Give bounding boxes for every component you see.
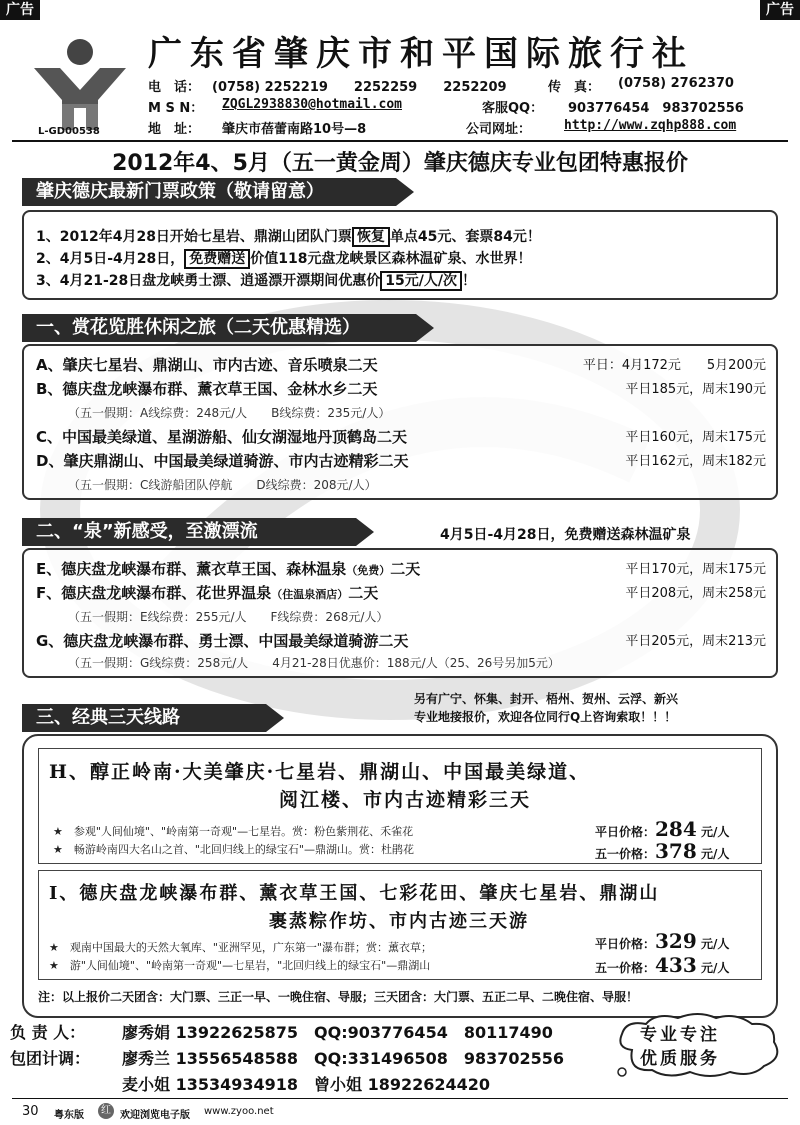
- route-h-title-2: 阅江楼、市内古迹精彩三天: [279, 789, 532, 811]
- holiday-price-label: 五一价格：: [595, 847, 656, 861]
- policy-box: [22, 210, 778, 300]
- policy-line-3-text: 3、4月21-28日盘龙峡勇士漂、逍遥漂开漂期间优惠价: [36, 273, 381, 289]
- policy-line-3-highlight: 15元/人/次: [380, 271, 462, 291]
- section3-header: 三、经典三天线路: [22, 704, 266, 732]
- route-e: [36, 558, 766, 579]
- section1-note-2: （五一假期：C线游船团队停航 D线综费：208元/人）: [68, 478, 377, 492]
- manager-contact: 廖秀娟 13922625875 QQ:903776454 80117490: [122, 1023, 553, 1042]
- route-i-title-1: I、德庆盘龙峡瀑布群、薰衣草王国、七彩花田、肇庆七星岩、鼎湖山: [49, 883, 660, 904]
- route-f-price: 平日208元，周末258元: [625, 586, 766, 601]
- phone-numbers: (0758) 2252219 2252259 2252209: [212, 80, 507, 95]
- planner-contact: 廖秀兰 13556548588 QQ:331496508 983702556: [122, 1049, 565, 1068]
- holiday-price-label: 五一价格：: [595, 961, 656, 975]
- route-c-price: 平日160元，周末175元: [625, 430, 766, 445]
- footer-site-link[interactable]: www.zyoo.net: [204, 1106, 274, 1117]
- route-g: [36, 630, 766, 651]
- section2-promo: 4月5日-4月28日，免费赠送森林温矿泉: [440, 527, 691, 543]
- section2-note-2: （五一假期：G线综费：258元/人 4月21-28日优惠价：188元/人（25、26号另加5元）: [68, 656, 560, 670]
- slogan-line-1: 专业专注: [640, 1025, 720, 1045]
- route-h-card: [38, 748, 762, 864]
- headline: 2012年4、5月（五一黄金周）肇庆德庆专业包团特惠报价: [112, 151, 688, 176]
- extra-contacts: 麦小姐 13534934918 曾小姐 18922624420: [122, 1075, 491, 1094]
- website-label: 公司网址：: [466, 122, 532, 137]
- weekday-price-label: 平日价格：: [595, 937, 656, 951]
- policy-line-2: [36, 248, 766, 268]
- route-h-weekday-price: [595, 817, 729, 841]
- route-f-tag: （住温泉酒店）: [271, 588, 349, 601]
- page-number: 30: [22, 1104, 39, 1119]
- weekday-price-label: 平日价格：: [595, 825, 656, 839]
- policy-line-1-tail: 单点45元、套票84元！: [389, 229, 541, 245]
- weekday-price-value: 329: [655, 929, 697, 953]
- price-unit: 元/人: [700, 937, 730, 951]
- msn-address[interactable]: ZQGL2938830@hotmail.com: [222, 97, 403, 112]
- route-h-highlight-1: ★ 参观"人间仙境"、"岭南第一奇观"—七星岩。赏：粉色紫荆花、禾雀花: [53, 825, 414, 838]
- route-d: [36, 450, 766, 471]
- section3-side-note-2: 专业地接报价，欢迎各位同行Q上咨询索取！！！: [414, 710, 677, 724]
- route-h-highlight-2: ★ 畅游岭南四大名山之首、"北回归线上的绿宝石"—鼎湖山。赏：杜鹃花: [53, 843, 414, 856]
- fax-number: (0758) 2762370: [618, 76, 734, 91]
- route-e-text: E、德庆盘龙峡瀑布群、薰衣草王国、森林温泉: [36, 560, 347, 578]
- route-b-text: B、德庆盘龙峡瀑布群、薰衣草王国、金林水乡二天: [36, 380, 378, 398]
- policy-line-2-text: 2、4月5日-4月28日，: [36, 251, 185, 267]
- route-i-highlight-2: ★ 游"人间仙境"、"岭南第一奇观"—七星岩，"北回归线上的绿宝石"—鼎湖山: [49, 959, 431, 972]
- address-label: 地 址：: [148, 122, 201, 137]
- agency-name: 广东省肇庆市和平国际旅行社: [148, 34, 694, 74]
- price-unit: 元/人: [700, 825, 730, 839]
- section1-header: 一、赏花览胜休闲之旅（二天优惠精选）: [22, 314, 416, 342]
- edition-label: 粤东版: [54, 1110, 84, 1121]
- fax-label: 传 真：: [548, 80, 601, 95]
- section1-note-1: （五一假期：A线综费：248元/人 B线综费：235元/人）: [68, 406, 391, 420]
- section1-box: [22, 344, 778, 500]
- section2-note-1: （五一假期：E线综费：255元/人 F线综费：268元/人）: [68, 610, 389, 624]
- policy-line-2-tail: 价值118元盘龙峡景区森林温矿泉、水世界！: [250, 251, 532, 267]
- weekday-price-value: 284: [655, 817, 697, 841]
- policy-line-3: [36, 270, 766, 290]
- policy-header: 肇庆德庆最新门票政策（敬请留意）: [22, 178, 396, 206]
- route-d-price: 平日162元，周末182元: [625, 454, 766, 469]
- route-f-text: F、德庆盘龙峡瀑布群、花世界温泉: [36, 584, 272, 602]
- msn-label: M S N：: [148, 101, 204, 116]
- route-i-title-2: 裹蒸粽作坊、市内古迹三天游: [269, 911, 529, 932]
- price-unit: 元/人: [700, 847, 730, 861]
- section3-box: [22, 734, 778, 1018]
- policy-line-2-highlight: 免费赠送: [184, 249, 250, 269]
- license-number: L-GD00538: [38, 126, 100, 137]
- phone-label: 电 话：: [148, 80, 201, 95]
- route-g-price: 平日205元，周末213元: [625, 634, 766, 649]
- edition-badge: 红: [98, 1103, 114, 1119]
- route-f-tail: 二天: [348, 584, 379, 602]
- website-link[interactable]: http://www.zqhp888.com: [564, 118, 737, 133]
- slogan-line-2: 优质服务: [640, 1049, 720, 1069]
- route-c-text: C、中国最美绿道、星湖游船、仙女湖湿地丹顶鹤岛二天: [36, 428, 408, 446]
- header-divider: [12, 140, 788, 142]
- policy-line-1-text: 1、2012年4月28日开始七星岩、鼎湖山团队门票: [36, 229, 352, 245]
- route-g-text: G、德庆盘龙峡瀑布群、勇士漂、中国最美绿道骑游二天: [36, 632, 409, 650]
- holiday-price-value: 433: [655, 953, 697, 977]
- route-a-price: 平日：4月172元 5月200元: [582, 358, 766, 373]
- browse-label: 欢迎浏览电子版: [120, 1110, 190, 1121]
- manager-label: 负 责 人：: [10, 1023, 86, 1042]
- route-h-title-1: H、醇正岭南·大美肇庆·七星岩、鼎湖山、中国最美绿道、: [49, 761, 591, 783]
- qq-label: 客服QQ：: [482, 101, 544, 116]
- inclusions-footnote: 注：以上报价二天团含：大门票、三正一早、一晚住宿、导服；三天团含：大门票、五正二早、二晚住宿、导服！: [38, 990, 639, 1004]
- qq-numbers: 903776454 983702556: [568, 101, 744, 116]
- route-a: [36, 354, 766, 375]
- policy-line-1-highlight: 恢复: [352, 227, 390, 247]
- route-e-tail: 二天: [390, 560, 421, 578]
- planner-label: 包团计调：: [10, 1049, 91, 1068]
- section3-side-note-1: 另有广宁、怀集、封开、梧州、贺州、云浮、新兴: [414, 692, 679, 706]
- footer-divider: [12, 1098, 788, 1099]
- policy-line-3-tail: ！: [461, 273, 476, 289]
- route-a-text: A、肇庆七星岩、鼎湖山、市内古迹、音乐喷泉二天: [36, 356, 378, 374]
- policy-line-1: [36, 226, 766, 246]
- ad-corner-right: 广告: [760, 0, 800, 20]
- route-h-holiday-price: [595, 839, 729, 863]
- section2-header: 二、“泉”新感受，至激漂流: [22, 518, 356, 546]
- route-i-weekday-price: [595, 929, 729, 953]
- route-i-highlight-1: ★ 观南中国最大的天然大氧库、"亚洲罕见，广东第一"瀑布群；赏：薰衣草；: [49, 941, 432, 954]
- route-e-tag: （免费）: [346, 564, 391, 577]
- route-f: [36, 582, 766, 603]
- route-i-card: [38, 870, 762, 980]
- address: 肇庆市蓓蕾南路10号—8: [222, 122, 367, 137]
- agency-logo: [32, 38, 128, 134]
- section2-box: [22, 548, 778, 678]
- route-b-price: 平日185元，周末190元: [625, 382, 766, 397]
- route-e-price: 平日170元，周末175元: [625, 562, 766, 577]
- route-c: [36, 426, 766, 447]
- price-unit: 元/人: [700, 961, 730, 975]
- route-d-text: D、肇庆鼎湖山、中国最美绿道骑游、市内古迹精彩二天: [36, 452, 409, 470]
- route-i-holiday-price: [595, 953, 729, 977]
- holiday-price-value: 378: [655, 839, 697, 863]
- ad-corner-left: 广告: [0, 0, 40, 20]
- route-b: [36, 378, 766, 399]
